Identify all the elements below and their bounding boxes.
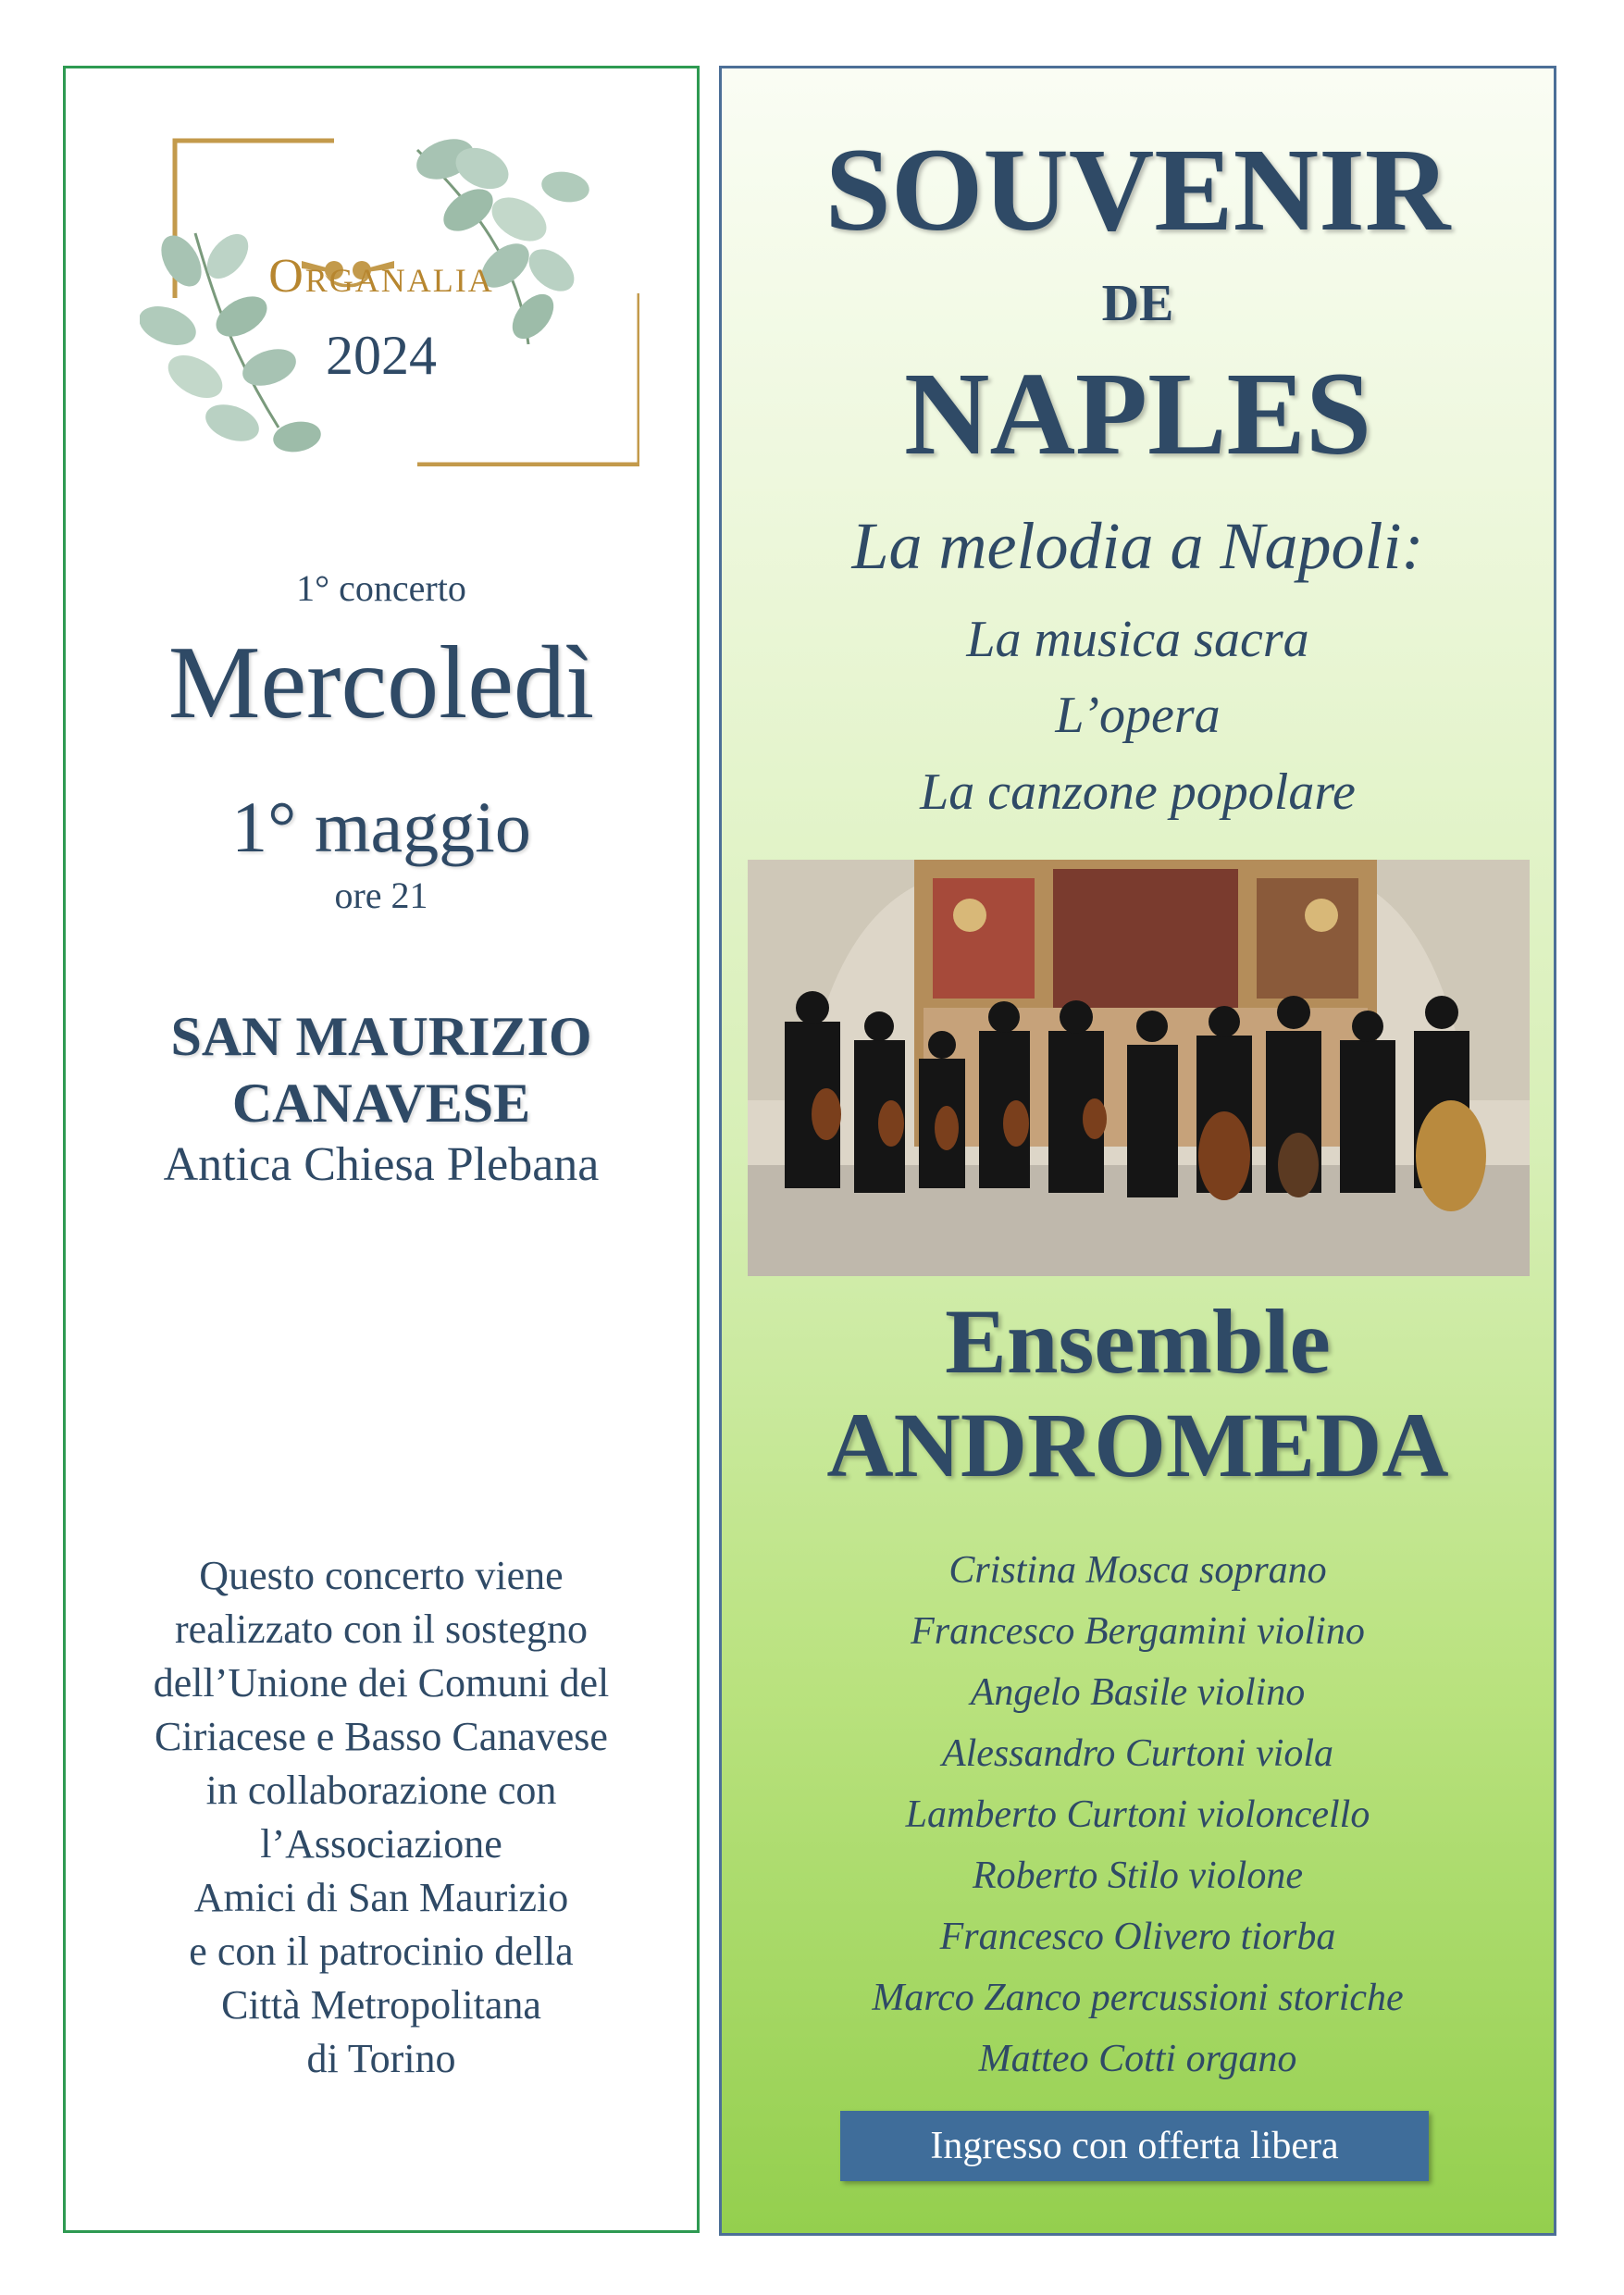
musician-item: Marco Zanco percussioni storiche [872,1977,1404,2019]
theme-item: La musica sacra [966,611,1309,668]
support-line: dell’Unione dei Comuni del [153,1660,610,1706]
ensemble-photo-drawing [748,860,1530,1276]
theme-item: La canzone popolare [920,763,1356,821]
concert-date: 1° maggio [231,787,531,867]
right-panel [719,66,1556,2236]
support-line: Ciriacese e Basso Canavese [155,1714,608,1759]
place-line-1: SAN MAURIZIO [170,1006,592,1067]
ensemble-name: ANDROMEDA [826,1394,1449,1496]
venue-name: Antica Chiesa Plebana [163,1138,600,1191]
support-line: in collaborazione con [205,1768,557,1813]
musician-item: Francesco Olivero tiorba [939,1916,1336,1958]
musician-item: Lamberto Curtoni violoncello [905,1793,1370,1836]
support-line: l’Associazione [260,1821,502,1867]
support-line: e con il patrocinio della [189,1929,574,1974]
support-line: realizzato con il sostegno [175,1606,588,1652]
musician-item: Matteo Cotti organo [978,2038,1297,2080]
concert-time: ore 21 [334,875,428,916]
place-line-2: CANAVESE [231,1073,531,1134]
concert-number: 1° concerto [296,567,466,609]
support-line: Amici di San Maurizio [193,1875,569,1920]
support-line: di Torino [306,2036,456,2081]
musician-item: Angelo Basile violino [970,1671,1306,1714]
theme-item: L’opera [1055,687,1221,744]
title-souvenir: SOUVENIR [824,124,1451,255]
subtitle: La melodia a Napoli: [851,509,1424,583]
left-panel [63,66,700,2233]
organalia-logo: Organalia [268,250,494,303]
musician-item: Francesco Bergamini violino [911,1610,1365,1653]
festival-year: 2024 [326,325,437,386]
musician-item: Cristina Mosca soprano [948,1549,1327,1592]
place-name [66,1003,697,1136]
ensemble-photo [748,860,1530,1276]
musician-item: Alessandro Curtoni viola [941,1732,1334,1775]
concert-weekday: Mercoledì [167,626,595,740]
free-entry-badge: Ingresso con offerta libera [840,2111,1429,2181]
support-text [66,1549,697,2086]
title-de: DE [1101,275,1174,332]
support-line: Questo concerto viene [199,1553,564,1598]
musician-list [722,1540,1554,2090]
support-line: Città Metropolitana [221,1982,541,2028]
eucalyptus-leaf-icon [411,131,591,346]
title-naples: NAPLES [904,348,1371,479]
musician-item: Roberto Stilo violone [973,1855,1303,1897]
ensemble-label: Ensemble [945,1290,1331,1393]
